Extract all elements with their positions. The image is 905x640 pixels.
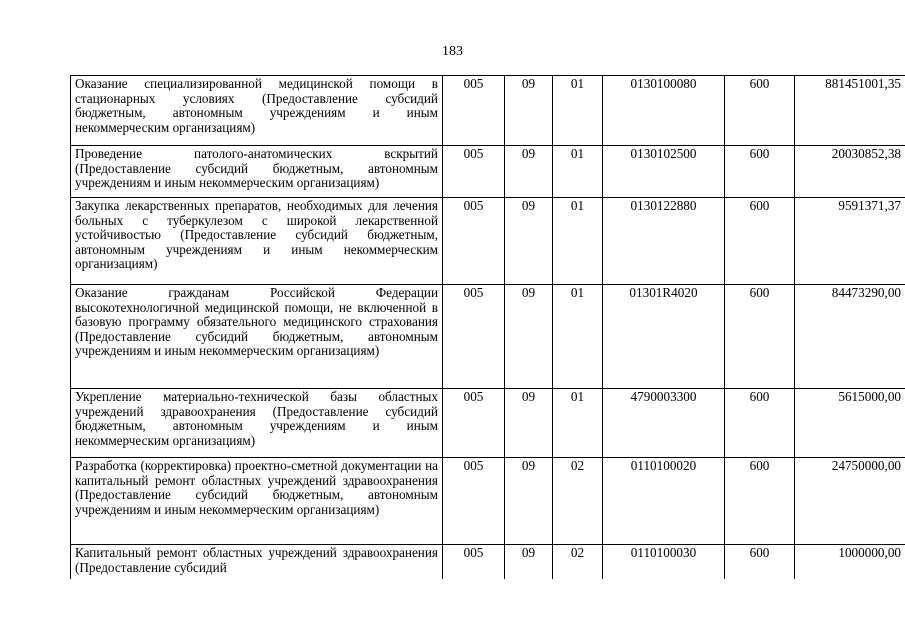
target-article-code: 0130102500 [603, 146, 725, 198]
row-description: Разработка (корректировка) проектно-сметной документации на капитальный ремонт областных учреждений здравоохранения (Предоставление субсидий бюджетным, автономным учреждениям и иным некоммерческим организациям) [71, 458, 443, 545]
subsection-code: 01 [553, 146, 603, 198]
page-number: 183 [442, 44, 463, 59]
section-code: 09 [505, 545, 553, 579]
target-article-code: 4790003300 [603, 389, 725, 458]
section-code: 09 [505, 76, 553, 146]
table-row [71, 198, 905, 285]
table-row [71, 146, 905, 198]
ministry-code: 005 [443, 285, 505, 389]
expense-type-code: 600 [725, 458, 795, 545]
target-article-code: 0110100020 [603, 458, 725, 545]
amount-value: 20030852,38 [795, 146, 905, 198]
row-description: Закупка лекарственных препаратов, необходимых для лечения больных с туберкулезом с широкой лекарственной устойчивостью (Предоставление субсидий бюджетным, автономным учреждениям и иным некоммерческим организациям) [71, 198, 443, 285]
subsection-code: 02 [553, 458, 603, 545]
ministry-code: 005 [443, 389, 505, 458]
expense-type-code: 600 [725, 198, 795, 285]
row-description: Оказание гражданам Российской Федерации высокотехнологичной медицинской помощи, не включенной в базовую программу обязательного медицинского страхования (Предоставление субсидий бюджетным, автономным учреждениям и иным некоммерческим организациям) [71, 285, 443, 389]
ministry-code: 005 [443, 198, 505, 285]
section-code: 09 [505, 458, 553, 545]
table-row [71, 389, 905, 458]
table-row [71, 76, 905, 146]
section-code: 09 [505, 285, 553, 389]
amount-value: 5615000,00 [795, 389, 905, 458]
amount-value: 881451001,35 [795, 76, 905, 146]
subsection-code: 02 [553, 545, 603, 579]
row-description: Оказание специализированной медицинской помощи в стационарных условиях (Предоставление субсидий бюджетным, автономным учреждениям и иным некоммерческим организациям) [71, 76, 443, 146]
table-row [71, 458, 905, 545]
expense-type-code: 600 [725, 389, 795, 458]
amount-value: 24750000,00 [795, 458, 905, 545]
subsection-code: 01 [553, 389, 603, 458]
section-code: 09 [505, 198, 553, 285]
section-code: 09 [505, 146, 553, 198]
amount-value: 9591371,37 [795, 198, 905, 285]
expense-type-code: 600 [725, 285, 795, 389]
row-description: Проведение патолого-анатомических вскрытий (Предоставление субсидий бюджетным, автономным учреждениям и иным некоммерческим организациям) [71, 146, 443, 198]
amount-value: 1000000,00 [795, 545, 905, 579]
section-code: 09 [505, 389, 553, 458]
ministry-code: 005 [443, 146, 505, 198]
ministry-code: 005 [443, 458, 505, 545]
expense-type-code: 600 [725, 545, 795, 579]
target-article-code: 0110100030 [603, 545, 725, 579]
subsection-code: 01 [553, 76, 603, 146]
ministry-code: 005 [443, 76, 505, 146]
target-article-code: 01301R4020 [603, 285, 725, 389]
amount-value: 84473290,00 [795, 285, 905, 389]
expense-type-code: 600 [725, 76, 795, 146]
table-row [71, 545, 905, 579]
ministry-code: 005 [443, 545, 505, 579]
row-description: Укрепление материально-технической базы областных учреждений здравоохранения (Предоставление субсидий бюджетным, автономным учреждениям и иным некоммерческим организациям) [71, 389, 443, 458]
budget-table [70, 75, 905, 579]
table-row [71, 285, 905, 389]
subsection-code: 01 [553, 285, 603, 389]
target-article-code: 0130100080 [603, 76, 725, 146]
target-article-code: 0130122880 [603, 198, 725, 285]
subsection-code: 01 [553, 198, 603, 285]
expense-type-code: 600 [725, 146, 795, 198]
row-description: Капитальный ремонт областных учреждений здравоохранения (Предоставление субсидий [71, 545, 443, 579]
